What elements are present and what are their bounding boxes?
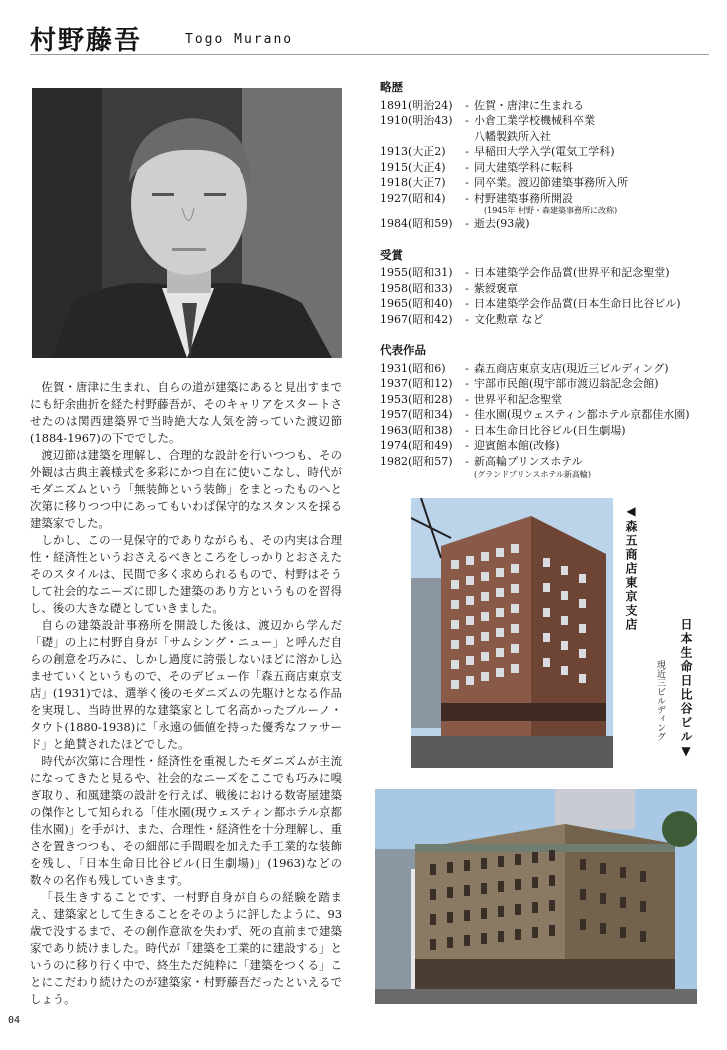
page-title-english: Togo Murano — [185, 32, 294, 47]
work-item: 1982(昭和57) - 新高輪プリンスホテル — [380, 454, 583, 468]
awards-heading: 受賞 — [380, 247, 403, 262]
works-heading: 代表作品 — [380, 343, 426, 357]
biography-text — [30, 379, 342, 1008]
work-item: 1937(昭和12) - 宇部市民館(現宇部市渡辺翁記念会館) — [380, 377, 659, 390]
award-item: 1965(昭和40) - 日本建築学会作品賞(日本生命日比谷ビル) — [380, 297, 681, 310]
bio-paragraph: 自らの建築設計事務所を開設した後は、渡辺から学んだ「礎」の上に村野自身が「サムシング・ニュー」と呼んだ自らの創意を巧みに、しかし過度に誇張しないほどに溶かし込ませていくというもので、そのデビュー作「森五商店東京支店」(1931)では、選挙く後のモダニズムの先駆けとなる作品を実現し、当時世界的な建築家として名高かったブルーノ・タウト(1880-1938)に「永遠の価値を持った優秀なファサード」と絶賛されたほどでした。 — [30, 618, 342, 751]
history-heading: 略歴 — [380, 80, 403, 94]
award-item: 1955(昭和31) - 日本建築学会作品賞(世界平和記念聖堂) — [380, 266, 670, 279]
history-note: (1945年 村野・森建築事務所に改称) — [484, 206, 618, 215]
history-item: 1984(昭和59) - 逝去(93歳) — [380, 217, 530, 230]
history-item: 1915(大正4) - 同大建築学科に転科 — [380, 160, 573, 174]
building-illustration — [411, 498, 613, 768]
bio-paragraph: 佐賀・唐津に生まれ、自らの道が建築にあると見出すまでにも紆余曲折を経た村野藤吾が、そのキャリアをスタートさせたのは関西建築界で当時絶大な人気を誇っていた渡辺節(1884-1967)の下ででした。 — [30, 380, 342, 445]
building-illustration — [375, 789, 697, 1004]
morigo-building-photo — [411, 498, 613, 768]
work-item: 1963(昭和38) - 日本生命日比谷ビル(日生劇場) — [380, 423, 626, 437]
history-item: 八幡製鉄所入社 — [474, 129, 551, 143]
nissay-hibiya-building-photo — [375, 789, 697, 1004]
history-item: 1927(昭和4) - 村野建築事務所開設 — [380, 191, 573, 205]
work-item: 1953(昭和28) - 世界平和記念聖堂 — [380, 392, 562, 406]
history-item: 1913(大正2) - 早稲田大学入学(電気工学科) — [380, 145, 615, 158]
portrait-illustration — [32, 88, 342, 358]
bio-paragraph: 時代が次第に合理性・経済性を重視したモダニズムが主流になってきたと見るや、社会的なニーズをここでも巧みに嗅ぎ取り、和風建築の設計を行えば、戦後における数寄屋建築の傑作として知られる「佳水園(現ウェスティン都ホテル京都佳水園)」を手がけ、また、合理性・経済性を十分理解し、重さを置きつつも、その細部に手間暇を加えた手工業的な装飾を残し、「日本生命日比谷ビル(日生劇場)」(1963)などの数々の名作も残していきます。 — [30, 754, 342, 887]
history-item: 1891(明治24) - 佐賀・唐津に生まれる — [380, 98, 584, 112]
work-item: 1931(昭和6) - 森五商店東京支店(現近三ビルディング) — [380, 361, 669, 375]
history-item: 1918(大正7) - 同卒業。渡辺節建築事務所入所 — [380, 176, 628, 189]
award-item: 1958(昭和33) - 紫綬褒章 — [380, 281, 518, 295]
portrait-photo — [32, 88, 342, 358]
work-item: 1974(昭和49) - 迎賓館本館(改修) — [380, 439, 560, 452]
photo1-subcaption: 現近三ビルディング — [655, 660, 665, 741]
photo2-caption: 日本生命日比谷ビル▼ — [679, 618, 693, 760]
bio-paragraph: しかし、この一見保守的でありながらも、その内実は合理性・経済性というおさえるべきところをしっかりとおさえたそのスタイルは、民間で多く求められるもので、村野はそうして社会的なニーズに即した建築のあり方というものを習得し、後の大きな礎としていきました。 — [30, 533, 342, 615]
bio-paragraph: 渡辺節は建築を理解し、合理的な設計を行いつつも、その外観は古典主義様式を多彩にかつ自在に使いこなし、時代がモダニズムという「無装飾という装飾」をまとったものへと次第に移りつつ中にあってもいわば保守的なスタンスを採る建築家でした。 — [30, 448, 342, 530]
chronology-column — [380, 80, 710, 481]
page-header — [30, 18, 709, 55]
bio-paragraph: 「長生きすることです、一村野自身が自らの経験を踏まえ、建築家として生きることをそのように評したように、93歳で没するまで、その創作意欲を失わず、死の直前まで建築家であり続けました。時代が「建築を工業的に建設する」というのに移り行く中で、終生ただ純粋に「建築をつくる」ことにこだわり続けたのが建築家・村野藤吾だったといえるでしょう。 — [30, 890, 342, 1006]
works-note: (グランドプリンスホテル新高輪) — [474, 470, 592, 479]
page-title: 村野藤吾 — [30, 26, 143, 56]
award-item: 1967(昭和42) - 文化勲章 など — [380, 312, 544, 326]
history-item: 1910(明治43) - 小倉工業学校機械科卒業 — [380, 114, 595, 127]
photo1-caption: ◀森五商店東京支店 — [624, 504, 638, 632]
page-number: 04 — [8, 1015, 21, 1026]
work-item: 1957(昭和34) - 佳水園(現ウェスティン都ホテル京都佳水園) — [380, 408, 690, 421]
